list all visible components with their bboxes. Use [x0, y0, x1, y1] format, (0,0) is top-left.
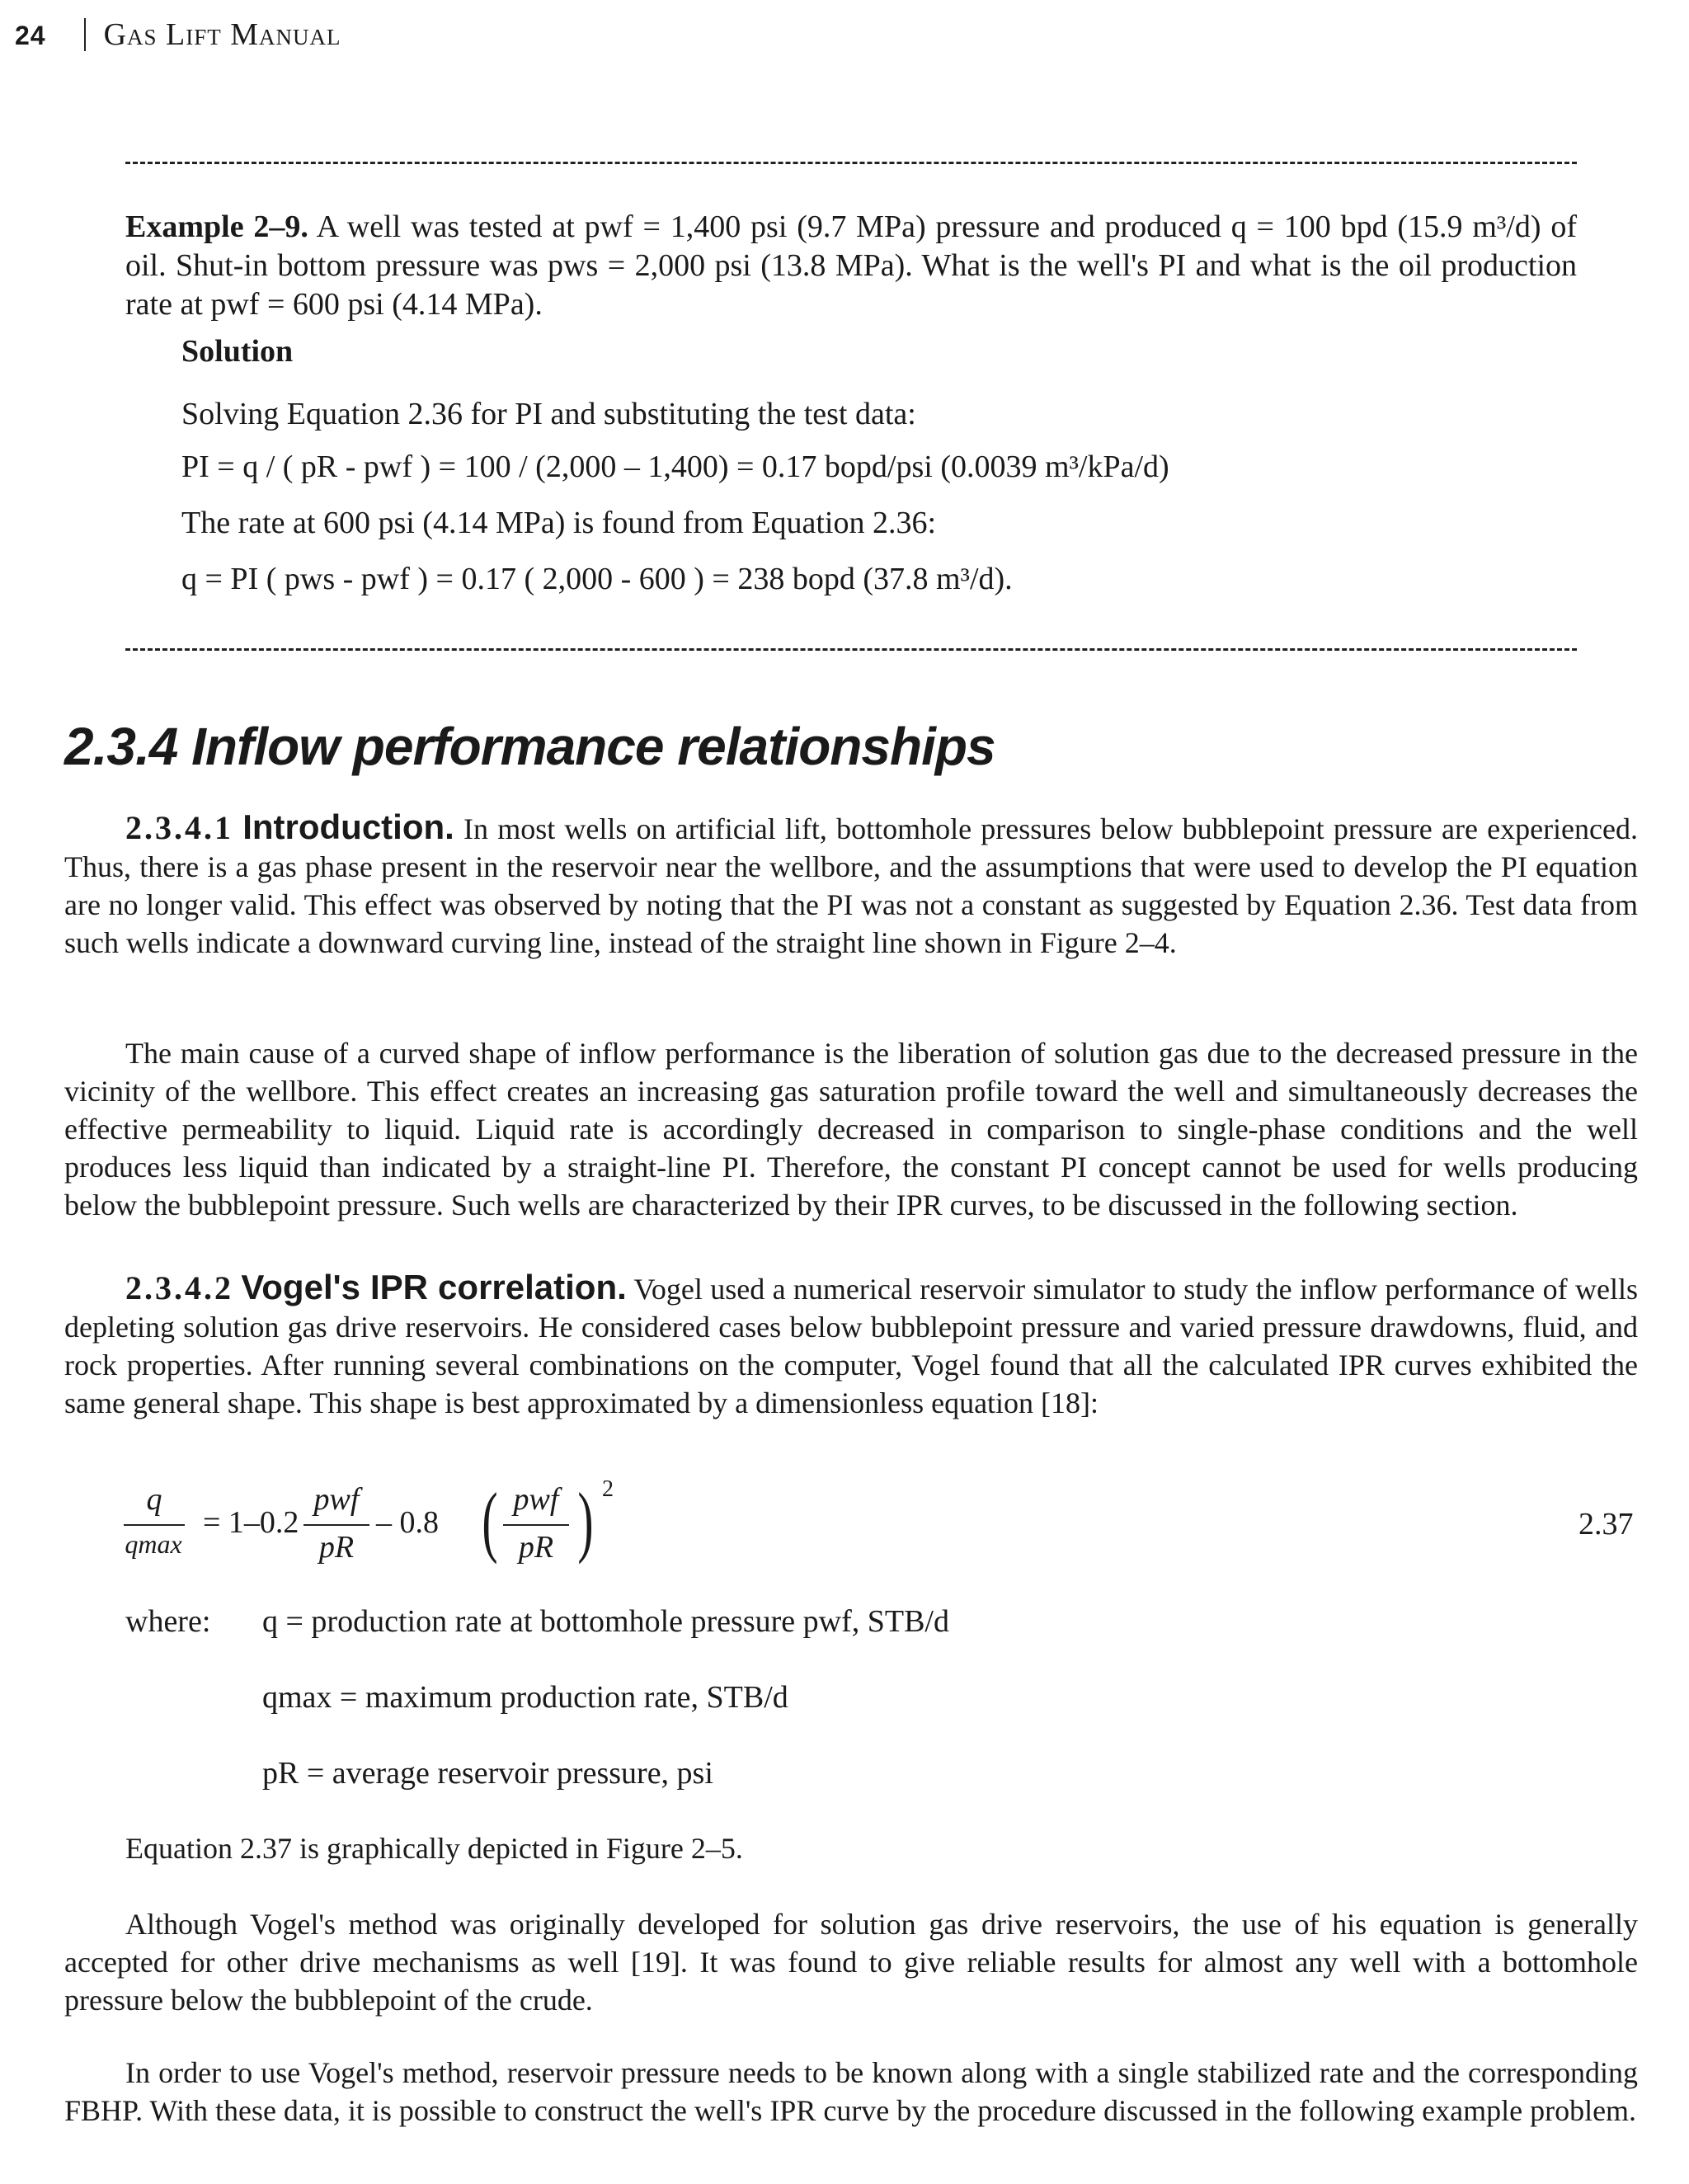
example-bottom-rule — [125, 648, 1577, 651]
eq-exponent: 2 — [602, 1476, 614, 1502]
after-paragraph-2: In order to use Vogel's method, reservoir pressure needs to be known along with a single stabilized rate and the corresponding FBHP. With these data, it is possible to construct the well's IPR curve by the procedure discussed in the following example problem. — [64, 2056, 1638, 2127]
vogel-heading: Vogel's IPR correlation. — [241, 1268, 627, 1306]
eq-paren-numerator: pwf — [513, 1482, 559, 1517]
eq-left-paren: ( — [482, 1476, 498, 1565]
header-divider — [84, 18, 86, 51]
eq-lhs-numerator: q — [146, 1482, 162, 1517]
eq-frac-denominator: pR — [318, 1530, 355, 1565]
running-title: Gas Lift Manual — [103, 17, 341, 52]
eq-minus-term: – 0.8 — [376, 1505, 439, 1540]
after-paragraph-1: Although Vogel's method was originally developed for solution gas drive reservoirs, the use of his equation is generally accepted for other drive mechanisms as well [19]. It was found to give reliable results for almost any well with a bottomhole pressure below the bubblepoint of the crude. — [64, 1908, 1638, 2017]
eq-right-paren: ) — [577, 1476, 594, 1565]
section-title: 2.3.4 Inflow performance relationships — [64, 717, 995, 776]
def-qmax: qmax = maximum production rate, STB/d — [262, 1680, 788, 1715]
running-head — [15, 16, 341, 53]
eq-frac-numerator: pwf — [313, 1482, 360, 1517]
vogel-paragraph — [64, 1269, 1638, 1422]
solution-line-4: q = PI ( pws - pwf ) = 0.17 ( 2,000 - 600 ) = 238 bopd (37.8 m³/d). — [181, 562, 1013, 596]
eq-paren-denominator: pR — [518, 1530, 554, 1565]
where-label: where: — [125, 1604, 211, 1639]
intro-text: In most wells on artificial lift, bottomhole pressures below bubblepoint pressure are experienced. Thus, there is a gas phase present in the reservoir near the wellbore, and the assumptions that were used to develop the PI equation are no longer valid. This effect was observed by noting that the PI was not a constant as suggested by Equation 2.36. Test data from such wells indicate a downward curving line, instead of the straight line shown in Figure 2–4. — [64, 812, 1638, 959]
example-label: Example 2–9. — [125, 209, 308, 244]
def-pR: pR = average reservoir pressure, psi — [262, 1756, 713, 1791]
intro-paragraph-2: The main cause of a curved shape of inflow performance is the liberation of solution gas due to the decreased pressure in the vicinity of the wellbore. This effect creates an increasing gas saturation profile toward the well and simultaneously decreases the effective permeability to liquid. Liquid rate is accordingly decreased in comparison to single-phase conditions and the well produces less liquid than indicated by a straight-line PI. Therefore, the constant PI concept cannot be used for wells producing below the bubblepoint pressure. Such wells are characterized by their IPR curves, to be discussed in the following section. — [64, 1037, 1638, 1221]
eq-lhs-fraction-bar — [124, 1524, 185, 1526]
figure-reference-line: Equation 2.37 is graphically depicted in Figure 2–5. — [125, 1832, 743, 1865]
page-number: 24 — [15, 21, 46, 50]
equation-2-37 — [120, 1476, 1638, 1580]
eq-equals: = 1–0.2 — [203, 1505, 299, 1540]
example-top-rule — [125, 162, 1577, 164]
vogel-number: 2.3.4.2 — [125, 1269, 233, 1306]
solution-heading: Solution — [181, 334, 294, 369]
intro-number: 2.3.4.1 — [125, 809, 233, 846]
solution-line-2: PI = q / ( pR - pwf ) = 100 / (2,000 – 1,400) = 0.17 bopd/psi (0.0039 m³/kPa/d) — [181, 450, 1169, 484]
example-paragraph — [125, 208, 1577, 324]
eq-frac-bar — [303, 1524, 369, 1526]
def-q: q = production rate at bottomhole pressure pwf, STB/d — [262, 1604, 949, 1639]
eq-paren-bar — [503, 1524, 569, 1526]
eq-lhs-denominator: qmax — [125, 1529, 182, 1559]
solution-line-1: Solving Equation 2.36 for PI and substituting the test data: — [181, 397, 916, 431]
example-text: A well was tested at pwf = 1,400 psi (9.7 MPa) pressure and produced q = 100 bpd (15.9 m³/d) of oil. Shut-in bottom pressure was pws = 2,000 psi (13.8 MPa). What is the well's PI and what is the oil production rate at pwf = 600 psi (4.14 MPa). — [125, 209, 1577, 322]
solution-line-3: The rate at 600 psi (4.14 MPa) is found from Equation 2.36: — [181, 506, 937, 540]
intro-heading: Introduction. — [242, 807, 454, 846]
equation-number: 2.37 — [1578, 1507, 1634, 1542]
vogel-text: Vogel used a numerical reservoir simulator to study the inflow performance of wells depleting solution gas drive reservoirs. He considered cases below bubblepoint pressure and varied pressure drawdowns, fluid, and rock properties. After running several combinations on the computer, Vogel found that all the calculated IPR curves exhibited the same general shape. This shape is best approximated by a dimensionless equation [18]: — [64, 1273, 1638, 1419]
intro-paragraph — [64, 808, 1638, 962]
